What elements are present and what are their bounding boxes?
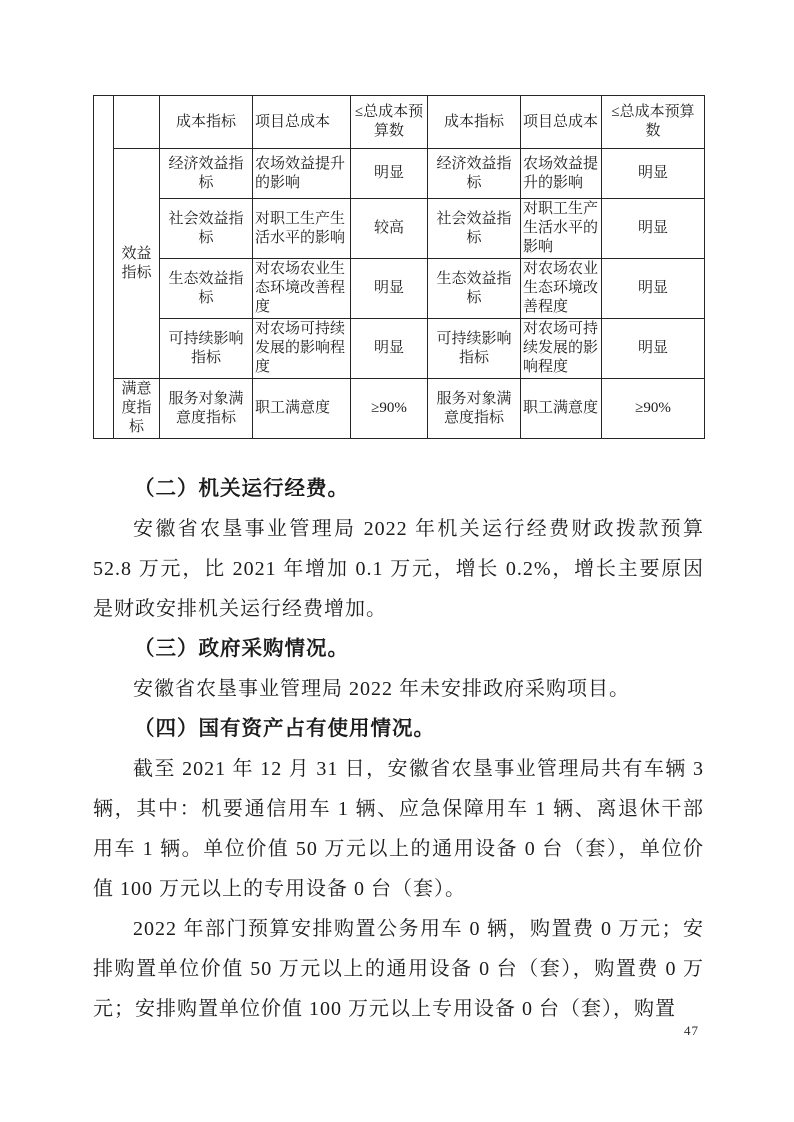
paragraph: 安徽省农垦事业管理局 2022 年未安排政府采购项目。 xyxy=(133,678,630,700)
desc-cell: 对农场农业生态环境改善程度 xyxy=(253,259,351,319)
table-header-row xyxy=(94,96,705,149)
indicator-cell: 社会效益指标 xyxy=(160,199,253,259)
desc-cell: 对农场可持续发展的影响程度 xyxy=(521,319,602,379)
indicator-cell: 生态效益指标 xyxy=(428,259,521,319)
desc-cell: 对农场可持续发展的影响程度 xyxy=(253,319,351,379)
header-cell: 项目总成本 xyxy=(253,96,351,149)
desc-cell: 职工满意度 xyxy=(253,379,351,439)
header-cell: 成本指标 xyxy=(428,96,521,149)
value-cell: 明显 xyxy=(351,319,428,379)
section-heading-2: （二）机关运行经费。 xyxy=(134,478,349,500)
indicator-cell: 可持续影响指标 xyxy=(160,319,253,379)
value-cell: ≥90% xyxy=(351,379,428,439)
desc-cell: 职工满意度 xyxy=(521,379,602,439)
header-cell: 成本指标 xyxy=(160,96,253,149)
indicator-cell: 经济效益指标 xyxy=(428,149,521,199)
indicator-cell: 服务对象满意度指标 xyxy=(160,379,253,439)
value-cell: 较高 xyxy=(351,199,428,259)
desc-cell: 对职工生产生活水平的影响 xyxy=(521,199,602,259)
paragraph: 截至 2021 年 12 月 31 日，安徽省农垦事业管理局共有车辆 3 辆，其中：机要通信用车 1 辆、应急保障用车 1 辆、离退休干部用车 1 辆。单位价值 50 万元以上的通用设备 0 台（套），单位价值 100 万元以上的专用设备 0 台（套）。 xyxy=(93,758,704,900)
table-row xyxy=(94,379,705,439)
page-content xyxy=(93,95,704,1029)
table-side-empty-cell xyxy=(94,96,114,439)
table-row xyxy=(94,149,705,199)
section-heading-4: （四）国有资产占有使用情况。 xyxy=(134,718,435,740)
indicator-cell: 可持续影响指标 xyxy=(428,319,521,379)
page-number: 47 xyxy=(684,1023,699,1038)
paragraph: 安徽省农垦事业管理局 2022 年机关运行经费财政拨款预算 52.8 万元，比 2021 年增加 0.1 万元，增长 0.2%，增长主要原因是财政安排机关运行经费增加。 xyxy=(93,518,704,620)
group-label-cell: 效益指标 xyxy=(114,149,160,379)
section-heading-3: （三）政府采购情况。 xyxy=(134,638,349,660)
header-cell: ≤总成本预算数 xyxy=(351,96,428,149)
desc-cell: 对农场农业生态环境改善程度 xyxy=(521,259,602,319)
indicator-cell: 服务对象满意度指标 xyxy=(428,379,521,439)
desc-cell: 农场效益提升的影响 xyxy=(253,149,351,199)
indicator-cell: 经济效益指标 xyxy=(160,149,253,199)
value-cell: 明显 xyxy=(602,199,705,259)
desc-cell: 农场效益提升的影响 xyxy=(521,149,602,199)
value-cell: ≥90% xyxy=(602,379,705,439)
table-row xyxy=(94,199,705,259)
value-cell: 明显 xyxy=(351,149,428,199)
header-cell: ≤总成本预算数 xyxy=(602,96,705,149)
table-row xyxy=(94,259,705,319)
header-cell: 项目总成本 xyxy=(521,96,602,149)
indicator-cell: 生态效益指标 xyxy=(160,259,253,319)
value-cell: 明显 xyxy=(602,259,705,319)
table-empty-cell xyxy=(114,96,160,149)
desc-cell: 对职工生产生活水平的影响 xyxy=(253,199,351,259)
table-row xyxy=(94,319,705,379)
performance-indicators-table xyxy=(93,95,705,439)
value-cell: 明显 xyxy=(602,319,705,379)
paragraph: 2022 年部门预算安排购置公务用车 0 辆，购置费 0 万元；安排购置单位价值 50 万元以上的通用设备 0 台（套），购置费 0 万元；安排购置单位价值 100 万元以上专用设备 0 台（套），购置 xyxy=(93,918,704,1020)
group-label-cell: 满意度指标 xyxy=(114,379,160,439)
value-cell: 明显 xyxy=(602,149,705,199)
document-body xyxy=(93,469,704,1029)
value-cell: 明显 xyxy=(351,259,428,319)
indicator-cell: 社会效益指标 xyxy=(428,199,521,259)
